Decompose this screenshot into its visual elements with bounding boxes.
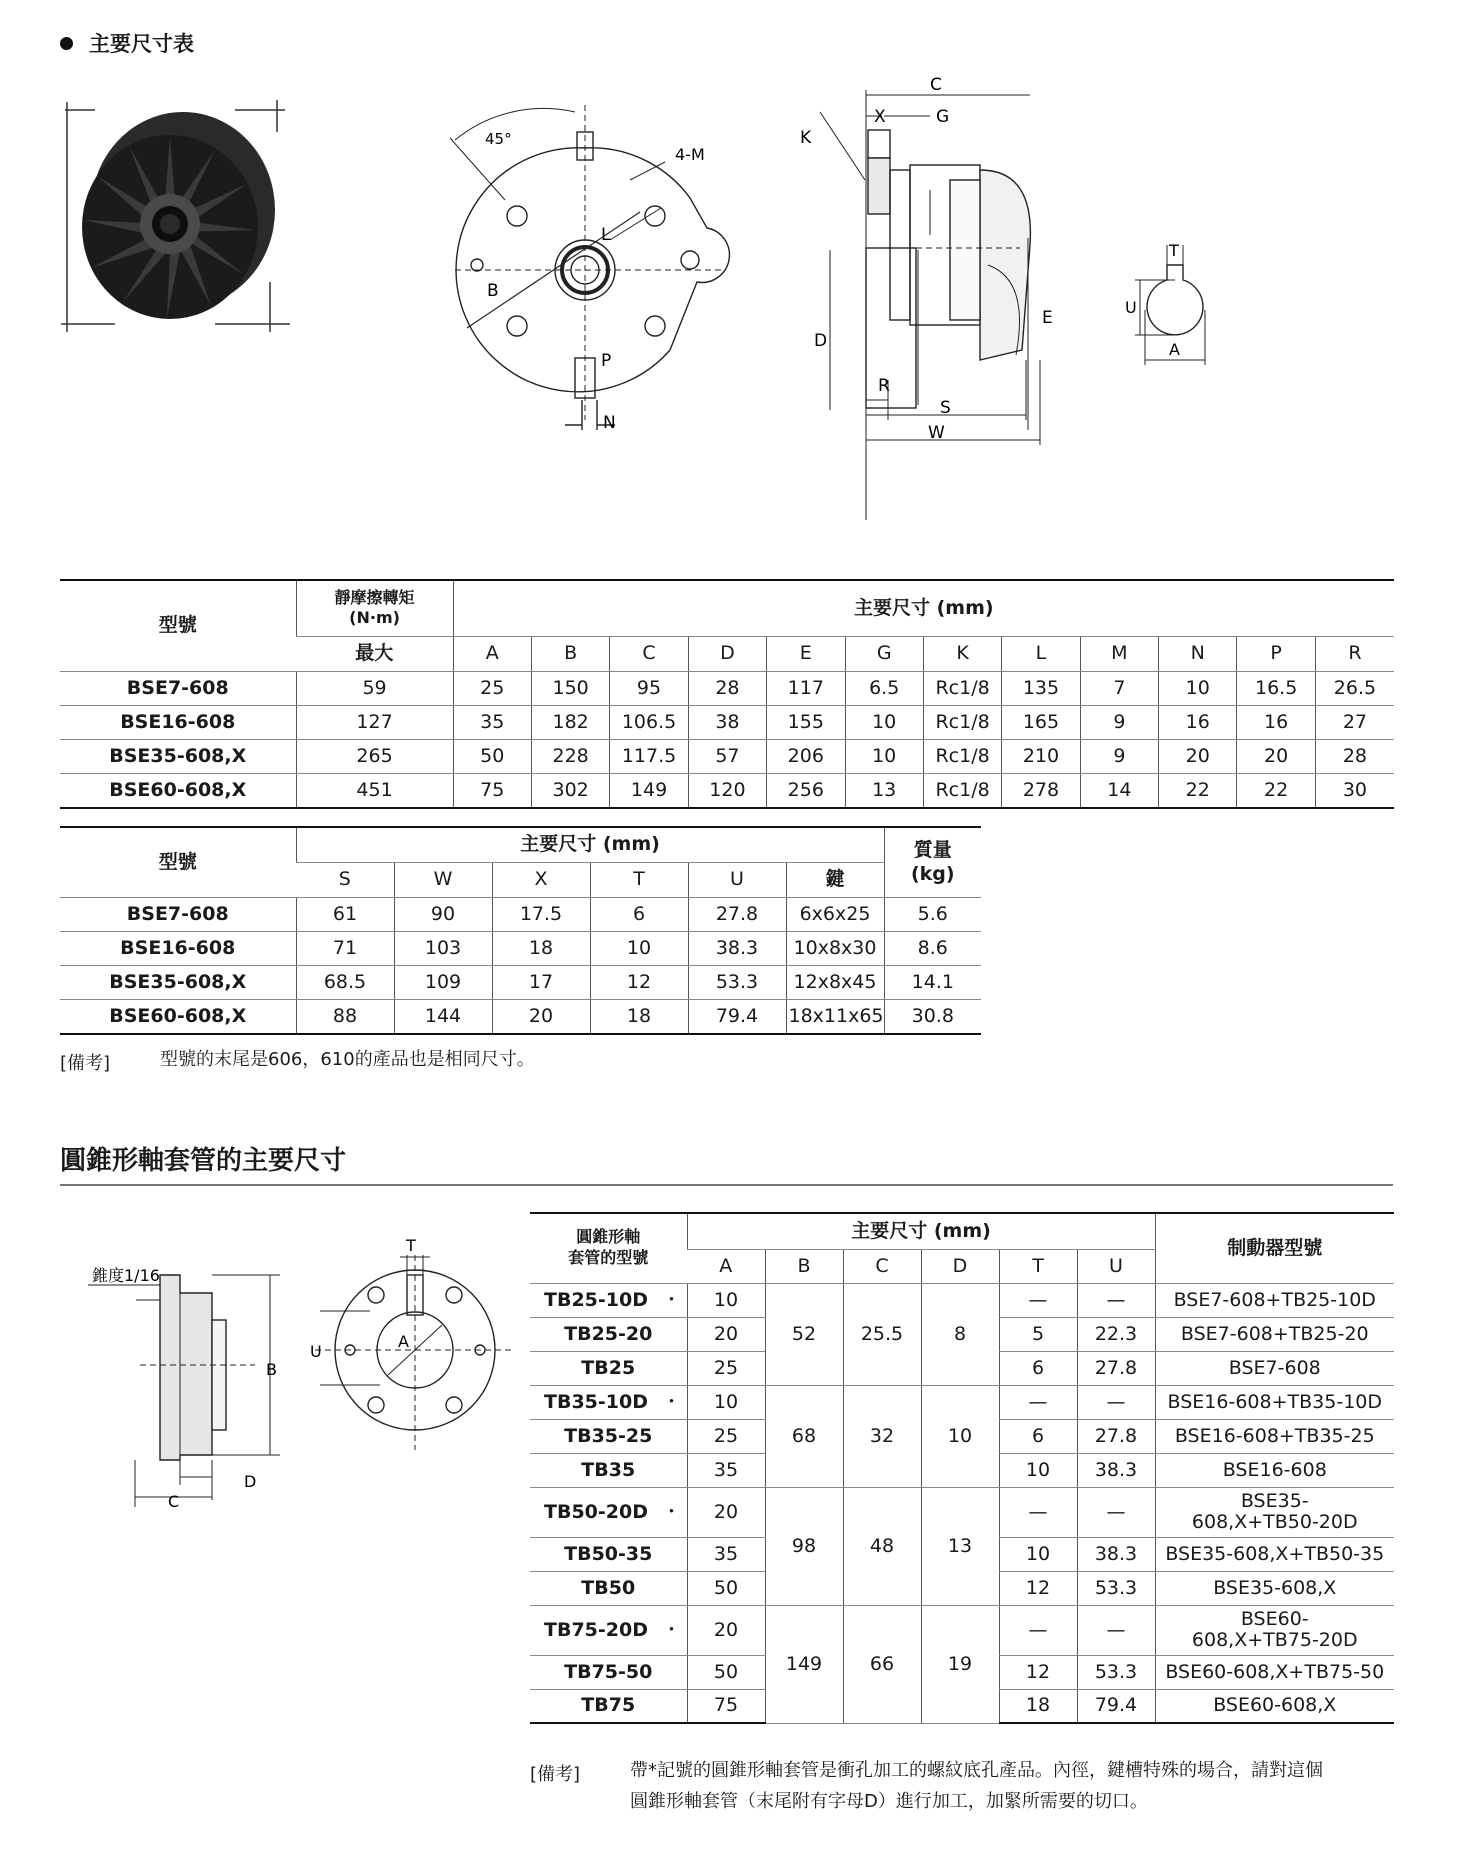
- section-title: [60, 28, 194, 58]
- header-dims: 主要尺寸 (mm): [453, 580, 1394, 636]
- table-row: BSE60-608,X 88 144 20 18 79.4 18x11x65 30.8: [60, 999, 981, 1034]
- dim-label-U: U: [1125, 298, 1137, 317]
- section-title-text: 主要尺寸表: [89, 32, 194, 56]
- bushing-dimension-table: [530, 1212, 1394, 1724]
- col-header: D: [688, 636, 766, 671]
- table-row: BSE60-608,X 451 75 302 149 120 256 13 Rc1/8 278 14 22 22 30: [60, 773, 1394, 808]
- star-mark: ・: [661, 1390, 681, 1413]
- col-header: E: [767, 636, 845, 671]
- table-row: TB35-25 25 6 27.8 BSE16-608+TB35-25: [530, 1419, 1394, 1453]
- header-brake-model: 制動器型號: [1155, 1213, 1394, 1283]
- dim-label-S: S: [940, 398, 951, 418]
- table-row: TB50-20D ・ 20 98 48 13 — — BSE35-608,X+TB50-20D: [530, 1487, 1394, 1537]
- taper-label: 錐度1/16: [92, 1266, 160, 1285]
- header-dims: 主要尺寸 (mm): [687, 1213, 1155, 1249]
- col-header: T: [590, 862, 688, 897]
- col-header: A: [687, 1249, 765, 1283]
- dim-label-L: L: [601, 225, 611, 245]
- note-line-2: 圓錐形軸套管（末尾附有字母D）進行加工，加緊所需要的切口。: [630, 1790, 1148, 1812]
- dim-label-C: C: [930, 75, 942, 95]
- header-model: 圓錐形軸 套管的型號: [530, 1213, 687, 1283]
- table-row: TB75 75 18 79.4 BSE60-608,X: [530, 1689, 1394, 1723]
- col-header: C: [610, 636, 688, 671]
- table-row: BSE7-608 61 90 17.5 6 27.8 6x6x25 5.6: [60, 897, 981, 931]
- col-header: R: [1315, 636, 1394, 671]
- dim-label-B: B: [266, 1360, 277, 1379]
- col-header: W: [394, 862, 492, 897]
- table-row: BSE7-608 59 25 150 95 28 117 6.5 Rc1/8 135 7 10 16.5 26.5: [60, 671, 1394, 705]
- dim-label-X: X: [874, 107, 886, 127]
- bullet-icon: [60, 37, 73, 50]
- bushing-front-diagram: [310, 1235, 520, 1465]
- dim-label-D: D: [244, 1472, 257, 1491]
- front-view-diagram: [425, 100, 745, 480]
- header-torque-max: 最大: [296, 636, 453, 671]
- header-dims: 主要尺寸 (mm): [296, 827, 884, 862]
- holes-label: 4-M: [675, 145, 705, 164]
- col-header: K: [923, 636, 1001, 671]
- section2-title: 圓錐形軸套管的主要尺寸: [60, 1146, 347, 1176]
- col-header: D: [921, 1249, 999, 1283]
- col-header: N: [1159, 636, 1237, 671]
- col-header: S: [296, 862, 394, 897]
- header-model: 型號: [60, 827, 296, 897]
- table-row: BSE35-608,X 265 50 228 117.5 57 206 10 Rc1/8 210 9 20 20 28: [60, 739, 1394, 773]
- shaft-end-diagram: [1125, 240, 1225, 380]
- dim-label-U: U: [310, 1342, 322, 1361]
- table-row: BSE35-608,X 68.5 109 17 12 53.3 12x8x45 14.1: [60, 965, 981, 999]
- col-header: U: [688, 862, 786, 897]
- table-row: TB25 25 6 27.8 BSE7-608: [530, 1351, 1394, 1385]
- col-header: 鍵: [786, 862, 884, 897]
- side-view-diagram: [790, 75, 1090, 530]
- dim-label-A: A: [1169, 340, 1180, 359]
- secondary-dimension-table: [60, 826, 981, 1035]
- note-line-1: 帶*記號的圓錐形軸套管是衝孔加工的螺紋底孔產品。內徑，鍵槽特殊的場合，請對這個: [630, 1760, 1323, 1781]
- star-mark: ・: [661, 1288, 681, 1311]
- col-header: A: [453, 636, 531, 671]
- star-mark: ・: [661, 1618, 681, 1641]
- table-row: TB75-50 50 12 53.3 BSE60-608,X+TB75-50: [530, 1655, 1394, 1689]
- table-row: TB25-20 20 5 22.3 BSE7-608+TB25-20: [530, 1317, 1394, 1351]
- col-header: P: [1237, 636, 1315, 671]
- table-row: BSE16-608 127 35 182 106.5 38 155 10 Rc1/8 165 9 16 16 27: [60, 705, 1394, 739]
- dim-label-N: N: [603, 413, 616, 433]
- dim-label-K: K: [800, 128, 812, 148]
- col-header: U: [1077, 1249, 1155, 1283]
- dim-label-T: T: [1169, 241, 1179, 260]
- table-row: TB35 35 10 38.3 BSE16-608: [530, 1453, 1394, 1487]
- col-header: B: [531, 636, 609, 671]
- table-row: TB35-10D ・ 10 68 32 10 — — BSE16-608+TB35-10D: [530, 1385, 1394, 1419]
- dim-label-R: R: [878, 376, 890, 396]
- header-torque: 靜摩擦轉矩 (N·m): [296, 580, 453, 636]
- note-2: [備考] 帶*記號的圓錐形軸套管是衝孔加工的螺紋底孔產品。內徑，鍵槽特殊的場合，請對這個 圓錐形軸套管（末尾附有字母D）進行加工，加緊所需要的切口。: [530, 1760, 1400, 1830]
- table-row: TB50 50 12 53.3 BSE35-608,X: [530, 1571, 1394, 1605]
- col-header: B: [765, 1249, 843, 1283]
- header-model: 型號: [60, 580, 296, 671]
- dim-label-A: A: [398, 1332, 409, 1351]
- table-row: TB50-35 35 10 38.3 BSE35-608,X+TB50-35: [530, 1537, 1394, 1571]
- dim-label-G: G: [936, 107, 950, 127]
- table-row: TB25-10D ・ 10 52 25.5 8 — — BSE7-608+TB25-10D: [530, 1283, 1394, 1317]
- dim-label-P: P: [601, 351, 612, 371]
- main-dimension-table: [60, 579, 1394, 809]
- bushing-side-diagram: [80, 1245, 300, 1511]
- col-header: L: [1002, 636, 1080, 671]
- table-row: BSE16-608 71 103 18 10 38.3 10x8x30 8.6: [60, 931, 981, 965]
- star-mark: ・: [661, 1500, 681, 1523]
- col-header: T: [999, 1249, 1077, 1283]
- dim-label-C: C: [168, 1492, 180, 1511]
- product-photo: [55, 92, 295, 342]
- col-header: G: [845, 636, 923, 671]
- table-row: TB75-20D ・ 20 149 66 19 — — BSE60-608,X+TB75-20D: [530, 1605, 1394, 1655]
- dim-label-T: T: [406, 1236, 416, 1255]
- header-mass: 質量 (kg): [884, 827, 981, 897]
- col-header: M: [1080, 636, 1158, 671]
- note-1: [備考] 型號的末尾是606，610的產品也是相同尺寸。: [60, 1049, 535, 1074]
- col-header: X: [492, 862, 590, 897]
- angle-label: 45°: [485, 130, 512, 148]
- dim-label-W: W: [928, 423, 945, 443]
- col-header: C: [843, 1249, 921, 1283]
- dim-label-B: B: [487, 281, 499, 301]
- dim-label-D: D: [814, 331, 828, 351]
- section-divider: [60, 1184, 1393, 1186]
- dim-label-E: E: [1042, 308, 1053, 328]
